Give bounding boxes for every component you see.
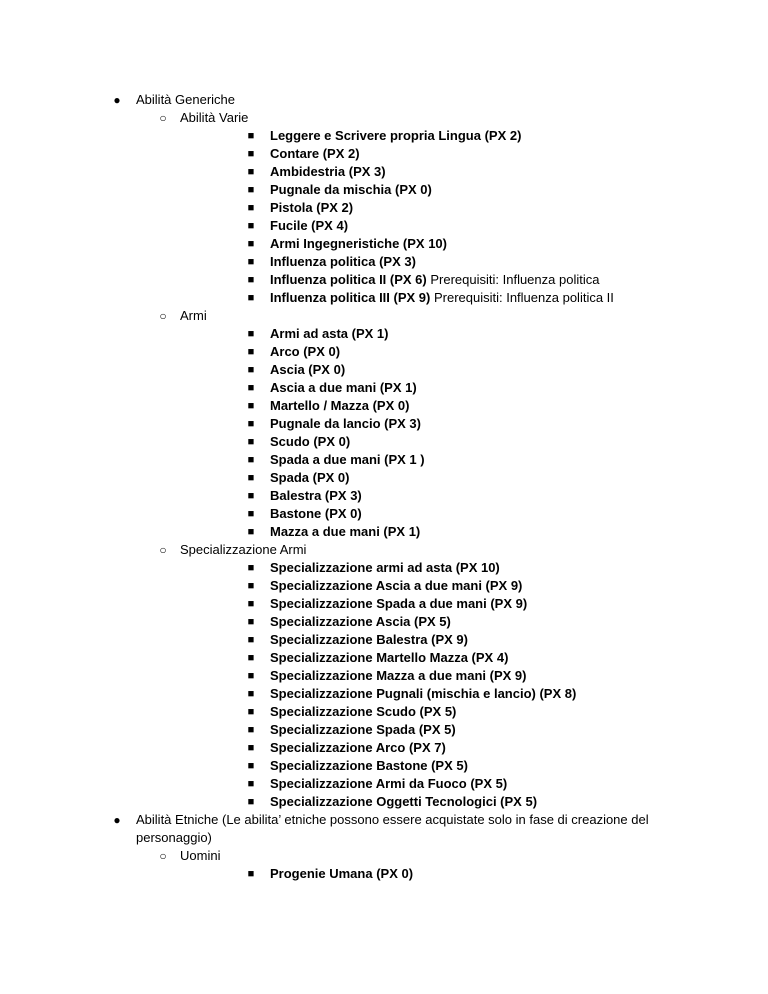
square-bullet-icon: ■ <box>247 202 255 214</box>
skill-item <box>180 235 656 253</box>
skill-name: Specializzazione armi ad asta (PX 10) <box>270 560 500 575</box>
skill-name: Martello / Mazza (PX 0) <box>270 398 410 413</box>
skill-name: Progenie Umana (PX 0) <box>270 866 414 881</box>
skill-item <box>180 145 656 163</box>
skill-list <box>180 325 656 541</box>
skill-item <box>180 613 656 631</box>
skill-item <box>180 199 656 217</box>
section-label: Abilità Etniche (Le abilita’ etniche possono essere acquistate solo in fase di creazione del personaggio) <box>136 812 649 845</box>
square-bullet-icon: ■ <box>247 346 255 358</box>
skill-item <box>180 181 656 199</box>
square-bullet-icon: ■ <box>247 724 255 736</box>
skill-item <box>180 433 656 451</box>
skill-name: Mazza a due mani (PX 1) <box>270 524 421 539</box>
square-bullet-icon: ■ <box>247 508 255 520</box>
square-bullet-icon: ■ <box>247 652 255 664</box>
skill-item <box>180 703 656 721</box>
circle-bullet-icon: ○ <box>159 849 167 863</box>
skill-item <box>180 649 656 667</box>
skill-item <box>180 127 656 145</box>
skills-outline <box>113 91 656 883</box>
square-bullet-icon: ■ <box>247 166 255 178</box>
square-bullet-icon: ■ <box>247 598 255 610</box>
skill-name: Spada (PX 0) <box>270 470 350 485</box>
skill-name: Ascia (PX 0) <box>270 362 346 377</box>
skill-name: Specializzazione Spada a due mani (PX 9) <box>270 596 528 611</box>
group-label: Armi <box>180 308 207 323</box>
skill-name: Influenza politica III (PX 9) <box>270 290 431 305</box>
group-item <box>136 541 656 811</box>
skill-item <box>180 559 656 577</box>
group-item <box>136 109 656 307</box>
skill-name: Pistola (PX 2) <box>270 200 354 215</box>
skill-item <box>180 253 656 271</box>
disc-bullet-icon: ● <box>113 93 121 107</box>
skill-name: Armi Ingegneristiche (PX 10) <box>270 236 447 251</box>
skill-item <box>180 271 656 289</box>
square-bullet-icon: ■ <box>247 688 255 700</box>
square-bullet-icon: ■ <box>247 184 255 196</box>
group-label: Specializzazione Armi <box>180 542 307 557</box>
skill-name: Specializzazione Ascia a due mani (PX 9) <box>270 578 523 593</box>
skill-name: Leggere e Scrivere propria Lingua (PX 2) <box>270 128 522 143</box>
skill-item <box>180 325 656 343</box>
square-bullet-icon: ■ <box>247 274 255 286</box>
section-label: Abilità Generiche <box>136 92 235 107</box>
square-bullet-icon: ■ <box>247 562 255 574</box>
skill-item <box>180 217 656 235</box>
square-bullet-icon: ■ <box>247 418 255 430</box>
skill-name: Specializzazione Mazza a due mani (PX 9) <box>270 668 527 683</box>
skill-item <box>180 289 656 307</box>
skill-list <box>180 559 656 811</box>
square-bullet-icon: ■ <box>247 256 255 268</box>
skill-name: Armi ad asta (PX 1) <box>270 326 389 341</box>
skill-item <box>180 523 656 541</box>
square-bullet-icon: ■ <box>247 670 255 682</box>
circle-bullet-icon: ○ <box>159 543 167 557</box>
skill-item <box>180 505 656 523</box>
skill-name: Specializzazione Arco (PX 7) <box>270 740 446 755</box>
skill-item <box>180 397 656 415</box>
skill-name: Ascia a due mani (PX 1) <box>270 380 417 395</box>
circle-bullet-icon: ○ <box>159 111 167 125</box>
skill-item <box>180 361 656 379</box>
square-bullet-icon: ■ <box>247 436 255 448</box>
skill-list <box>180 127 656 307</box>
skill-item <box>180 577 656 595</box>
section-item <box>113 91 656 811</box>
skill-item <box>180 379 656 397</box>
skill-item <box>180 343 656 361</box>
group-label: Abilità Varie <box>180 110 249 125</box>
skill-item <box>180 757 656 775</box>
skill-item <box>180 469 656 487</box>
skill-item <box>180 865 656 883</box>
skill-item <box>180 631 656 649</box>
square-bullet-icon: ■ <box>247 616 255 628</box>
circle-bullet-icon: ○ <box>159 309 167 323</box>
square-bullet-icon: ■ <box>247 868 255 880</box>
square-bullet-icon: ■ <box>247 634 255 646</box>
square-bullet-icon: ■ <box>247 238 255 250</box>
skill-name: Pugnale da lancio (PX 3) <box>270 416 421 431</box>
skill-name: Specializzazione Armi da Fuoco (PX 5) <box>270 776 508 791</box>
skill-name: Specializzazione Spada (PX 5) <box>270 722 456 737</box>
skill-item <box>180 415 656 433</box>
skill-name: Balestra (PX 3) <box>270 488 362 503</box>
square-bullet-icon: ■ <box>247 580 255 592</box>
skill-item <box>180 595 656 613</box>
skill-item <box>180 739 656 757</box>
skill-name: Specializzazione Oggetti Tecnologici (PX 5) <box>270 794 538 809</box>
skill-name: Specializzazione Balestra (PX 9) <box>270 632 468 647</box>
skill-item <box>180 667 656 685</box>
skill-name: Arco (PX 0) <box>270 344 341 359</box>
square-bullet-icon: ■ <box>247 454 255 466</box>
skill-name: Bastone (PX 0) <box>270 506 362 521</box>
skill-item <box>180 685 656 703</box>
skill-name: Spada a due mani (PX 1 ) <box>270 452 425 467</box>
skill-name: Influenza politica (PX 3) <box>270 254 416 269</box>
group-item <box>136 847 656 883</box>
skill-item <box>180 721 656 739</box>
skill-name: Specializzazione Bastone (PX 5) <box>270 758 468 773</box>
group-item <box>136 307 656 541</box>
skill-prerequisite: Prerequisiti: Influenza politica II <box>430 290 614 305</box>
skill-item <box>180 487 656 505</box>
square-bullet-icon: ■ <box>247 472 255 484</box>
square-bullet-icon: ■ <box>247 130 255 142</box>
skill-name: Contare (PX 2) <box>270 146 360 161</box>
group-list <box>136 109 656 811</box>
skill-name: Specializzazione Martello Mazza (PX 4) <box>270 650 509 665</box>
skill-name: Specializzazione Ascia (PX 5) <box>270 614 451 629</box>
skill-prerequisite: Prerequisiti: Influenza politica <box>426 272 600 287</box>
skill-list <box>180 865 656 883</box>
square-bullet-icon: ■ <box>247 706 255 718</box>
square-bullet-icon: ■ <box>247 778 255 790</box>
skill-item <box>180 163 656 181</box>
square-bullet-icon: ■ <box>247 292 255 304</box>
square-bullet-icon: ■ <box>247 796 255 808</box>
skill-name: Specializzazione Scudo (PX 5) <box>270 704 457 719</box>
skill-name: Scudo (PX 0) <box>270 434 351 449</box>
skill-name: Ambidestria (PX 3) <box>270 164 386 179</box>
square-bullet-icon: ■ <box>247 526 255 538</box>
disc-bullet-icon: ● <box>113 813 121 827</box>
skill-item <box>180 451 656 469</box>
square-bullet-icon: ■ <box>247 148 255 160</box>
square-bullet-icon: ■ <box>247 400 255 412</box>
skill-item <box>180 775 656 793</box>
group-label: Uomini <box>180 848 221 863</box>
skill-item <box>180 793 656 811</box>
group-list <box>136 847 656 883</box>
square-bullet-icon: ■ <box>247 220 255 232</box>
skill-name: Influenza politica II (PX 6) <box>270 272 427 287</box>
square-bullet-icon: ■ <box>247 490 255 502</box>
square-bullet-icon: ■ <box>247 328 255 340</box>
square-bullet-icon: ■ <box>247 364 255 376</box>
skill-name: Specializzazione Pugnali (mischia e lancio) (PX 8) <box>270 686 577 701</box>
square-bullet-icon: ■ <box>247 382 255 394</box>
square-bullet-icon: ■ <box>247 742 255 754</box>
skill-name: Fucile (PX 4) <box>270 218 349 233</box>
skill-name: Pugnale da mischia (PX 0) <box>270 182 432 197</box>
square-bullet-icon: ■ <box>247 760 255 772</box>
section-item <box>113 811 656 883</box>
